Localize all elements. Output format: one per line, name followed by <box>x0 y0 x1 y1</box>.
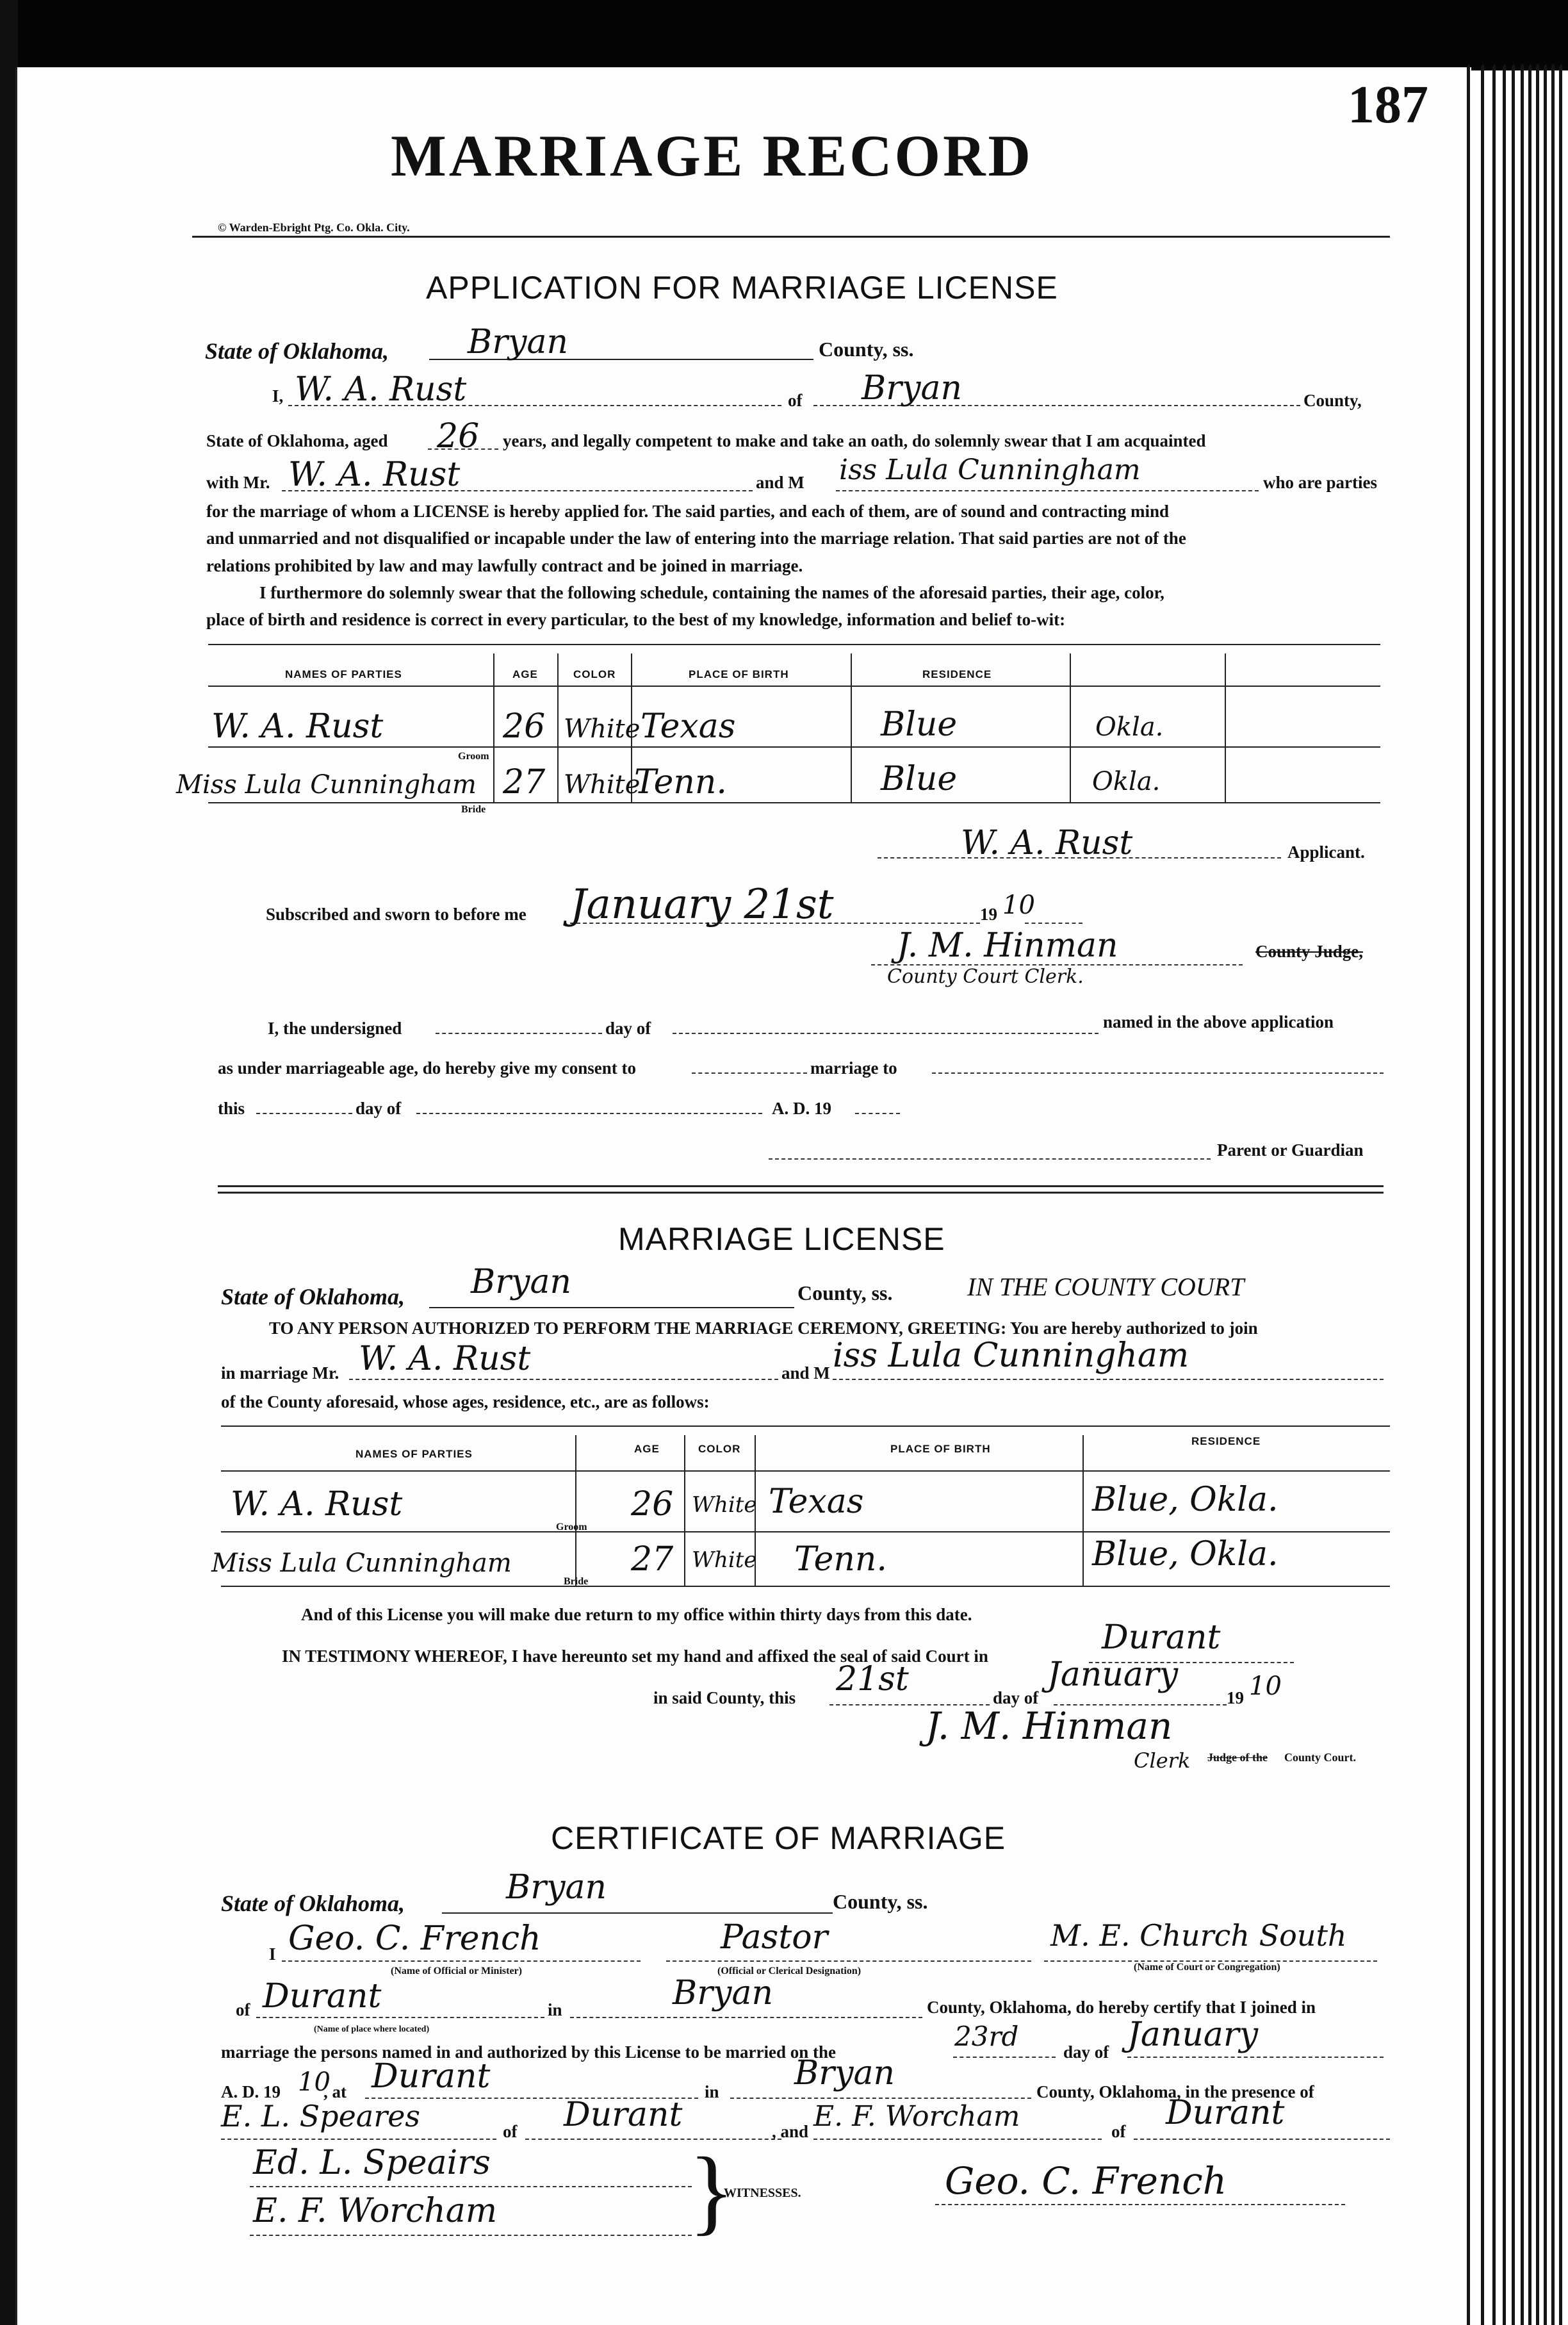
cert-ad-label: A. D. 19 <box>221 2082 281 2101</box>
year-prefix: 19 <box>980 905 997 924</box>
bride-name: iss Lula Cunningham <box>839 454 1141 486</box>
table-row: W. A. Rust <box>231 1485 403 1524</box>
state-label: State of Oklahoma, <box>205 338 389 364</box>
year-handwritten: 10 <box>1002 891 1035 920</box>
license-day: 21st <box>836 1660 909 1698</box>
col-age: AGE <box>634 1443 660 1455</box>
county-label: County, <box>1303 391 1362 410</box>
in-county-label: in said County, this <box>653 1688 796 1707</box>
in-marriage-label: in marriage Mr. <box>221 1363 339 1383</box>
consent-line-1a: I, the undersigned <box>268 1019 402 1038</box>
birth-cell: Texas <box>641 707 736 746</box>
age-cell: 27 <box>503 763 546 801</box>
years-text: years, and legally competent to make and take an oath, do solemnly swear that I am acquainted <box>503 431 1206 450</box>
county-line: of the County aforesaid, whose ages, residence, etc., are as follows: <box>221 1392 710 1411</box>
ceremony-county: Bryan <box>673 1974 773 2012</box>
age-cell: 26 <box>503 707 546 746</box>
county-suffix: County, ss. <box>819 338 914 361</box>
witness-1-name: E. L. Speares <box>221 2099 421 2133</box>
license-groom: W. A. Rust <box>359 1340 531 1378</box>
groom-name: W. A. Rust <box>288 456 461 494</box>
parties-text: who are parties <box>1263 473 1377 492</box>
license-county-suffix: County, ss. <box>797 1281 893 1304</box>
license-and-label: and M <box>781 1363 830 1383</box>
color-cell: White <box>564 770 641 800</box>
ceremony-month: January <box>1127 2016 1259 2054</box>
cert-year: 10 <box>298 2067 331 2097</box>
county-handwritten: Bryan <box>468 323 568 361</box>
testimony-place: Durant <box>1102 1618 1221 1657</box>
record-title: MARRIAGE RECORD <box>391 123 1033 188</box>
certificate-county: Bryan <box>506 1868 607 1907</box>
oath-line-1: for the marriage of whom a LICENSE is hereby applied for. The said parties, and each of them, are of sound and contracting mind <box>206 502 1170 521</box>
ceremony-place: Durant <box>263 1977 382 2016</box>
sworn-date: January 21st <box>570 881 834 928</box>
aged-label: State of Oklahoma, aged <box>206 431 388 450</box>
color-cell: White <box>692 1492 757 1518</box>
residence-cell: Blue, Okla. <box>1092 1481 1278 1519</box>
consent-line-3a: this <box>218 1099 245 1118</box>
witness-1-signature: Ed. L. Speairs <box>253 2144 491 2182</box>
county-judge-label: County Judge, <box>1255 942 1364 961</box>
ceremony-at-place: Durant <box>372 2057 491 2096</box>
col-names: NAMES OF PARTIES <box>355 1448 473 1460</box>
birth-cell: Tenn. <box>794 1540 887 1579</box>
return-text: And of this License you will make due return to my office within thirty days from this date. <box>301 1605 972 1624</box>
col-birth: PLACE OF BIRTH <box>689 668 789 680</box>
county-court-label: County Court. <box>1284 1751 1357 1764</box>
official-caption: (Name of Official or Minister) <box>391 1966 522 1976</box>
table-row: Miss Lula Cunningham <box>176 770 477 800</box>
table-row: Miss Lula Cunningham <box>211 1549 512 1578</box>
judge-signature: J. M. Hinman <box>897 926 1118 965</box>
col-names: NAMES OF PARTIES <box>285 668 402 680</box>
cert-of3-label: of <box>1111 2122 1126 2141</box>
license-heading: MARRIAGE LICENSE <box>618 1221 945 1257</box>
designation-caption: (Official or Clerical Designation) <box>717 1966 862 1976</box>
residence-cell: Blue <box>881 705 958 744</box>
and-label: and M <box>756 473 804 492</box>
state-cell: Okla. <box>1095 712 1164 742</box>
col-color: COLOR <box>698 1443 741 1455</box>
official-designation: Pastor <box>721 1918 828 1957</box>
with-label: with Mr. <box>206 473 270 492</box>
applicant-name: W. A. Rust <box>295 370 467 409</box>
certificate-county-suffix: County, ss. <box>833 1890 928 1913</box>
guardian-label: Parent or Guardian <box>1217 1140 1364 1160</box>
certificate-heading: CERTIFICATE OF MARRIAGE <box>551 1820 1006 1856</box>
license-county: Bryan <box>471 1263 571 1301</box>
applicant-age: 26 <box>437 417 480 456</box>
consent-line-1b: day of <box>605 1019 651 1038</box>
cert-and-label: , and <box>772 2122 809 2141</box>
applicant-signature: W. A. Rust <box>961 824 1133 862</box>
applicant-label: Applicant. <box>1287 842 1365 862</box>
printer-imprint: © Warden-Ebright Ptg. Co. Okla. City. <box>218 221 410 234</box>
application-heading: APPLICATION FOR MARRIAGE LICENSE <box>426 270 1058 306</box>
cert-of2-label: of <box>503 2122 518 2141</box>
year-prefix: 19 <box>1227 1688 1244 1707</box>
applicant-county: Bryan <box>862 369 962 407</box>
color-cell: White <box>692 1547 757 1573</box>
license-state-label: State of Oklahoma, <box>221 1284 405 1310</box>
of-label: of <box>788 391 803 410</box>
church-name: M. E. Church South <box>1050 1918 1347 1953</box>
consent-line-2b: marriage to <box>810 1058 897 1078</box>
official-name: Geo. C. French <box>288 1919 541 1958</box>
role-label: Bride <box>564 1576 589 1587</box>
witness-brace: } <box>689 2138 735 2244</box>
witness-1-place: Durant <box>564 2096 683 2134</box>
judge-struck-label: Judge of the <box>1207 1751 1268 1764</box>
cert-at-label: , at <box>323 2082 347 2101</box>
residence-cell: Blue <box>881 760 958 798</box>
witnesses-label: WITNESSES. <box>724 2186 801 2200</box>
birth-cell: Texas <box>769 1483 864 1521</box>
role-label: Bride <box>461 804 486 815</box>
schedule-line-1: I furthermore do solemnly swear that the following schedule, containing the names of the aforesaid parties, their age, color, <box>259 583 1164 602</box>
i-label: I, <box>272 386 284 406</box>
church-caption: (Name of Court or Congregation) <box>1134 1962 1280 1973</box>
marriage-text: marriage the persons named in and authorized by this License to be married on the <box>221 2042 836 2062</box>
year-handwritten: 10 <box>1249 1672 1282 1701</box>
cert-day-of-label: day of <box>1063 2042 1109 2062</box>
page-number: 187 <box>1348 75 1428 135</box>
certificate-i-label: I <box>269 1944 276 1964</box>
scan-top-edge <box>0 0 1568 70</box>
ceremony-day: 23rd <box>954 2021 1019 2052</box>
clerk-signature: J. M. Hinman <box>926 1704 1173 1748</box>
witness-2-signature: E. F. Worcham <box>253 2192 498 2230</box>
oath-line-2: and unmarried and not disqualified or incapable under the law of entering into the marriage relation. That said parties are not of the <box>206 529 1186 548</box>
court-label: IN THE COUNTY COURT <box>967 1272 1245 1301</box>
residence-cell: Blue, Okla. <box>1092 1535 1278 1573</box>
cert-of-label: of <box>236 2000 250 2019</box>
license-month: January <box>1047 1655 1179 1694</box>
col-residence: RESIDENCE <box>1191 1435 1261 1447</box>
cert-in-label: in <box>548 2000 562 2019</box>
place-caption: (Name of place where located) <box>314 2025 430 2034</box>
certify-text: County, Oklahoma, do hereby certify that I joined in <box>927 1998 1316 2017</box>
col-color: COLOR <box>573 668 616 680</box>
col-age: AGE <box>512 668 538 680</box>
state-cell: Okla. <box>1092 767 1161 796</box>
col-residence: RESIDENCE <box>922 668 992 680</box>
sworn-label: Subscribed and sworn to before me <box>266 905 527 924</box>
consent-line-3c: A. D. 19 <box>772 1099 831 1118</box>
cert-in2-label: in <box>705 2082 719 2101</box>
day-of-label: day of <box>993 1688 1039 1707</box>
schedule-line-2: place of birth and residence is correct in every particular, to the best of my knowledge, information and belief to-wit: <box>206 610 1066 629</box>
col-birth: PLACE OF BIRTH <box>890 1443 991 1455</box>
consent-line-1c: named in the above application <box>1103 1012 1334 1031</box>
presence-text: County, Oklahoma, in the presence of <box>1036 2082 1314 2101</box>
consent-line-2a: as under marriageable age, do hereby give my consent to <box>218 1058 636 1078</box>
book-page-edges <box>1467 64 1568 2325</box>
clerk-designation: Clerk <box>1134 1748 1191 1773</box>
clerk-note: County Court Clerk. <box>887 965 1084 988</box>
table-row: W. A. Rust <box>211 707 384 746</box>
ceremony-county-2: Bryan <box>794 2054 895 2092</box>
color-cell: White <box>564 714 641 744</box>
role-label: Groom <box>458 751 489 762</box>
consent-line-3b: day of <box>355 1099 402 1118</box>
role-label: Groom <box>556 1522 587 1532</box>
oath-line-3: relations prohibited by law and may lawfully contract and be joined in marriage. <box>206 556 803 575</box>
title-rule <box>192 236 1390 238</box>
certificate-state-label: State of Oklahoma, <box>221 1891 405 1916</box>
greeting-text: TO ANY PERSON AUTHORIZED TO PERFORM THE MARRIAGE CEREMONY, GREETING: You are hereby authorized to join <box>269 1319 1258 1338</box>
age-cell: 27 <box>631 1540 674 1579</box>
testimony-text: IN TESTIMONY WHEREOF, I have hereunto set my hand and affixed the seal of said Court in <box>282 1647 988 1666</box>
age-cell: 26 <box>631 1485 674 1524</box>
witness-2-name: E. F. Worcham <box>813 2100 1020 2133</box>
minister-signature: Geo. C. French <box>945 2159 1227 2203</box>
witness-2-place: Durant <box>1166 2094 1285 2132</box>
license-bride: iss Lula Cunningham <box>833 1336 1189 1375</box>
birth-cell: Tenn. <box>634 763 727 801</box>
